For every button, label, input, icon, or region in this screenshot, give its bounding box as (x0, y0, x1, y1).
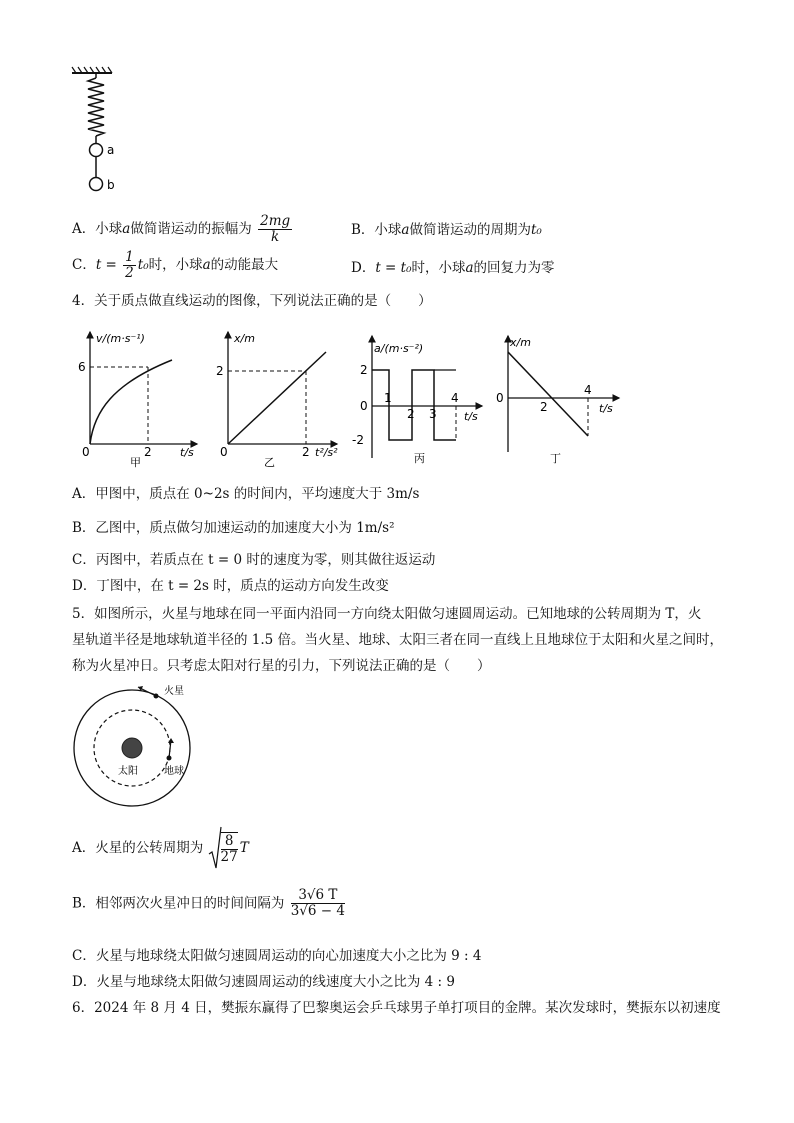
q5-option-d: D．火星与地球绕太阳做匀速圆周运动的线速度大小之比为 4 : 9 (72, 974, 455, 990)
yi-xlabel: t²/s² (315, 446, 338, 459)
graph-jia (72, 322, 202, 468)
orbit-figure (70, 676, 196, 812)
q5-stem-line2: 星轨道半径是地球轨道半径的 1.5 倍。当火星、地球、太阳三者在同一直线上且地球位于太阳和火星之间时， (72, 632, 724, 648)
q5-option-a: A．火星的公转周期为 $\frac{8}{27}$ T (72, 826, 249, 870)
q4-option-c: C．丙图中，若质点在 t = 0 时的速度为零，则其做往返运动 (72, 552, 436, 568)
sun-icon (122, 738, 142, 758)
q5-option-c: C．火星与地球绕太阳做匀速圆周运动的向心加速度大小之比为 9 : 4 (72, 948, 482, 964)
q4-stem: 4．关于质点做直线运动的图像，下列说法正确的是（ ） (72, 293, 432, 309)
bing-ytick-0: 0 (360, 399, 368, 413)
jia-origin: 0 (82, 445, 90, 459)
mars-label: 火星 (164, 686, 184, 697)
q3-option-a: A．小球a做简谐运动的振幅为 $\frac{2mg}{k}$ (72, 213, 291, 245)
bing-ytick-2: 2 (360, 363, 368, 377)
ding-ylabel: x/m (510, 336, 531, 349)
bing-xlabel: t/s (464, 410, 478, 423)
q5-stem-line1: 5．如图所示，火星与地球在同一平面内沿同一方向绕太阳做匀速圆周运动。已知地球的公转周期为 T，火 (72, 606, 702, 622)
yi-caption: 乙 (264, 456, 275, 468)
bing-xtick-2: 2 (407, 407, 415, 421)
ball-b-label: b (107, 178, 115, 192)
yi-ytick: 2 (216, 364, 224, 378)
spring-figure (68, 66, 138, 198)
q3-option-d: D．t = t₀时，小球a的回复力为零 (351, 260, 555, 276)
q3-option-c: C．t = $\frac{1}{2}$ t₀时，小球a的动能最大 (72, 249, 279, 281)
bing-ytick-neg2: -2 (352, 433, 364, 447)
ding-xtick-4: 4 (584, 383, 592, 397)
q6-stem: 6．2024 年 8 月 4 日，樊振东赢得了巴黎奥运会乒乓球男子单打项目的金牌。某次发球时，樊振东以初速度 (72, 1000, 721, 1016)
ding-caption: 丁 (550, 452, 561, 465)
bing-xtick-1: 1 (384, 391, 392, 405)
ding-origin: 0 (496, 391, 504, 405)
jia-caption: 甲 (130, 456, 141, 468)
q4-option-a: A．甲图中，质点在 0~2s 的时间内，平均速度大于 3m/s (72, 486, 420, 502)
jia-ytick: 6 (78, 360, 86, 374)
graph-ding (494, 322, 624, 468)
jia-xtick: 2 (144, 445, 152, 459)
q5-option-b: B．相邻两次火星冲日的时间间隔为 $\frac{3√6 T}{3√6 - 4}$ (72, 887, 345, 919)
ding-xlabel: t/s (599, 402, 613, 415)
yi-ylabel: x/m (234, 332, 255, 345)
ball-a-label: a (107, 143, 115, 157)
q4-option-d: D．丁图中，在 t = 2s 时，质点的运动方向发生改变 (72, 578, 389, 594)
jia-xlabel: t/s (180, 446, 194, 459)
q3-option-b: B．小球a做简谐运动的周期为t₀ (351, 222, 542, 238)
q5-stem-line3: 称为火星冲日。只考虑太阳对行星的引力，下列说法正确的是（ ） (72, 658, 491, 674)
bing-xtick-4: 4 (451, 391, 459, 405)
bing-ylabel: a/(m·s⁻²) (374, 342, 424, 355)
graph-yi (212, 322, 342, 468)
yi-xtick: 2 (302, 445, 310, 459)
graph-bing (352, 322, 487, 468)
ding-xtick-2: 2 (540, 400, 548, 414)
bing-xtick-3: 3 (429, 407, 437, 421)
yi-origin: 0 (220, 445, 228, 459)
q4-option-b: B．乙图中，质点做匀加速运动的加速度大小为 1m/s² (72, 520, 395, 536)
earth-label: 地球 (164, 766, 184, 777)
bing-caption: 丙 (414, 452, 425, 465)
jia-ylabel: v/(m·s⁻¹) (96, 332, 145, 345)
sun-label: 太阳 (118, 766, 138, 777)
